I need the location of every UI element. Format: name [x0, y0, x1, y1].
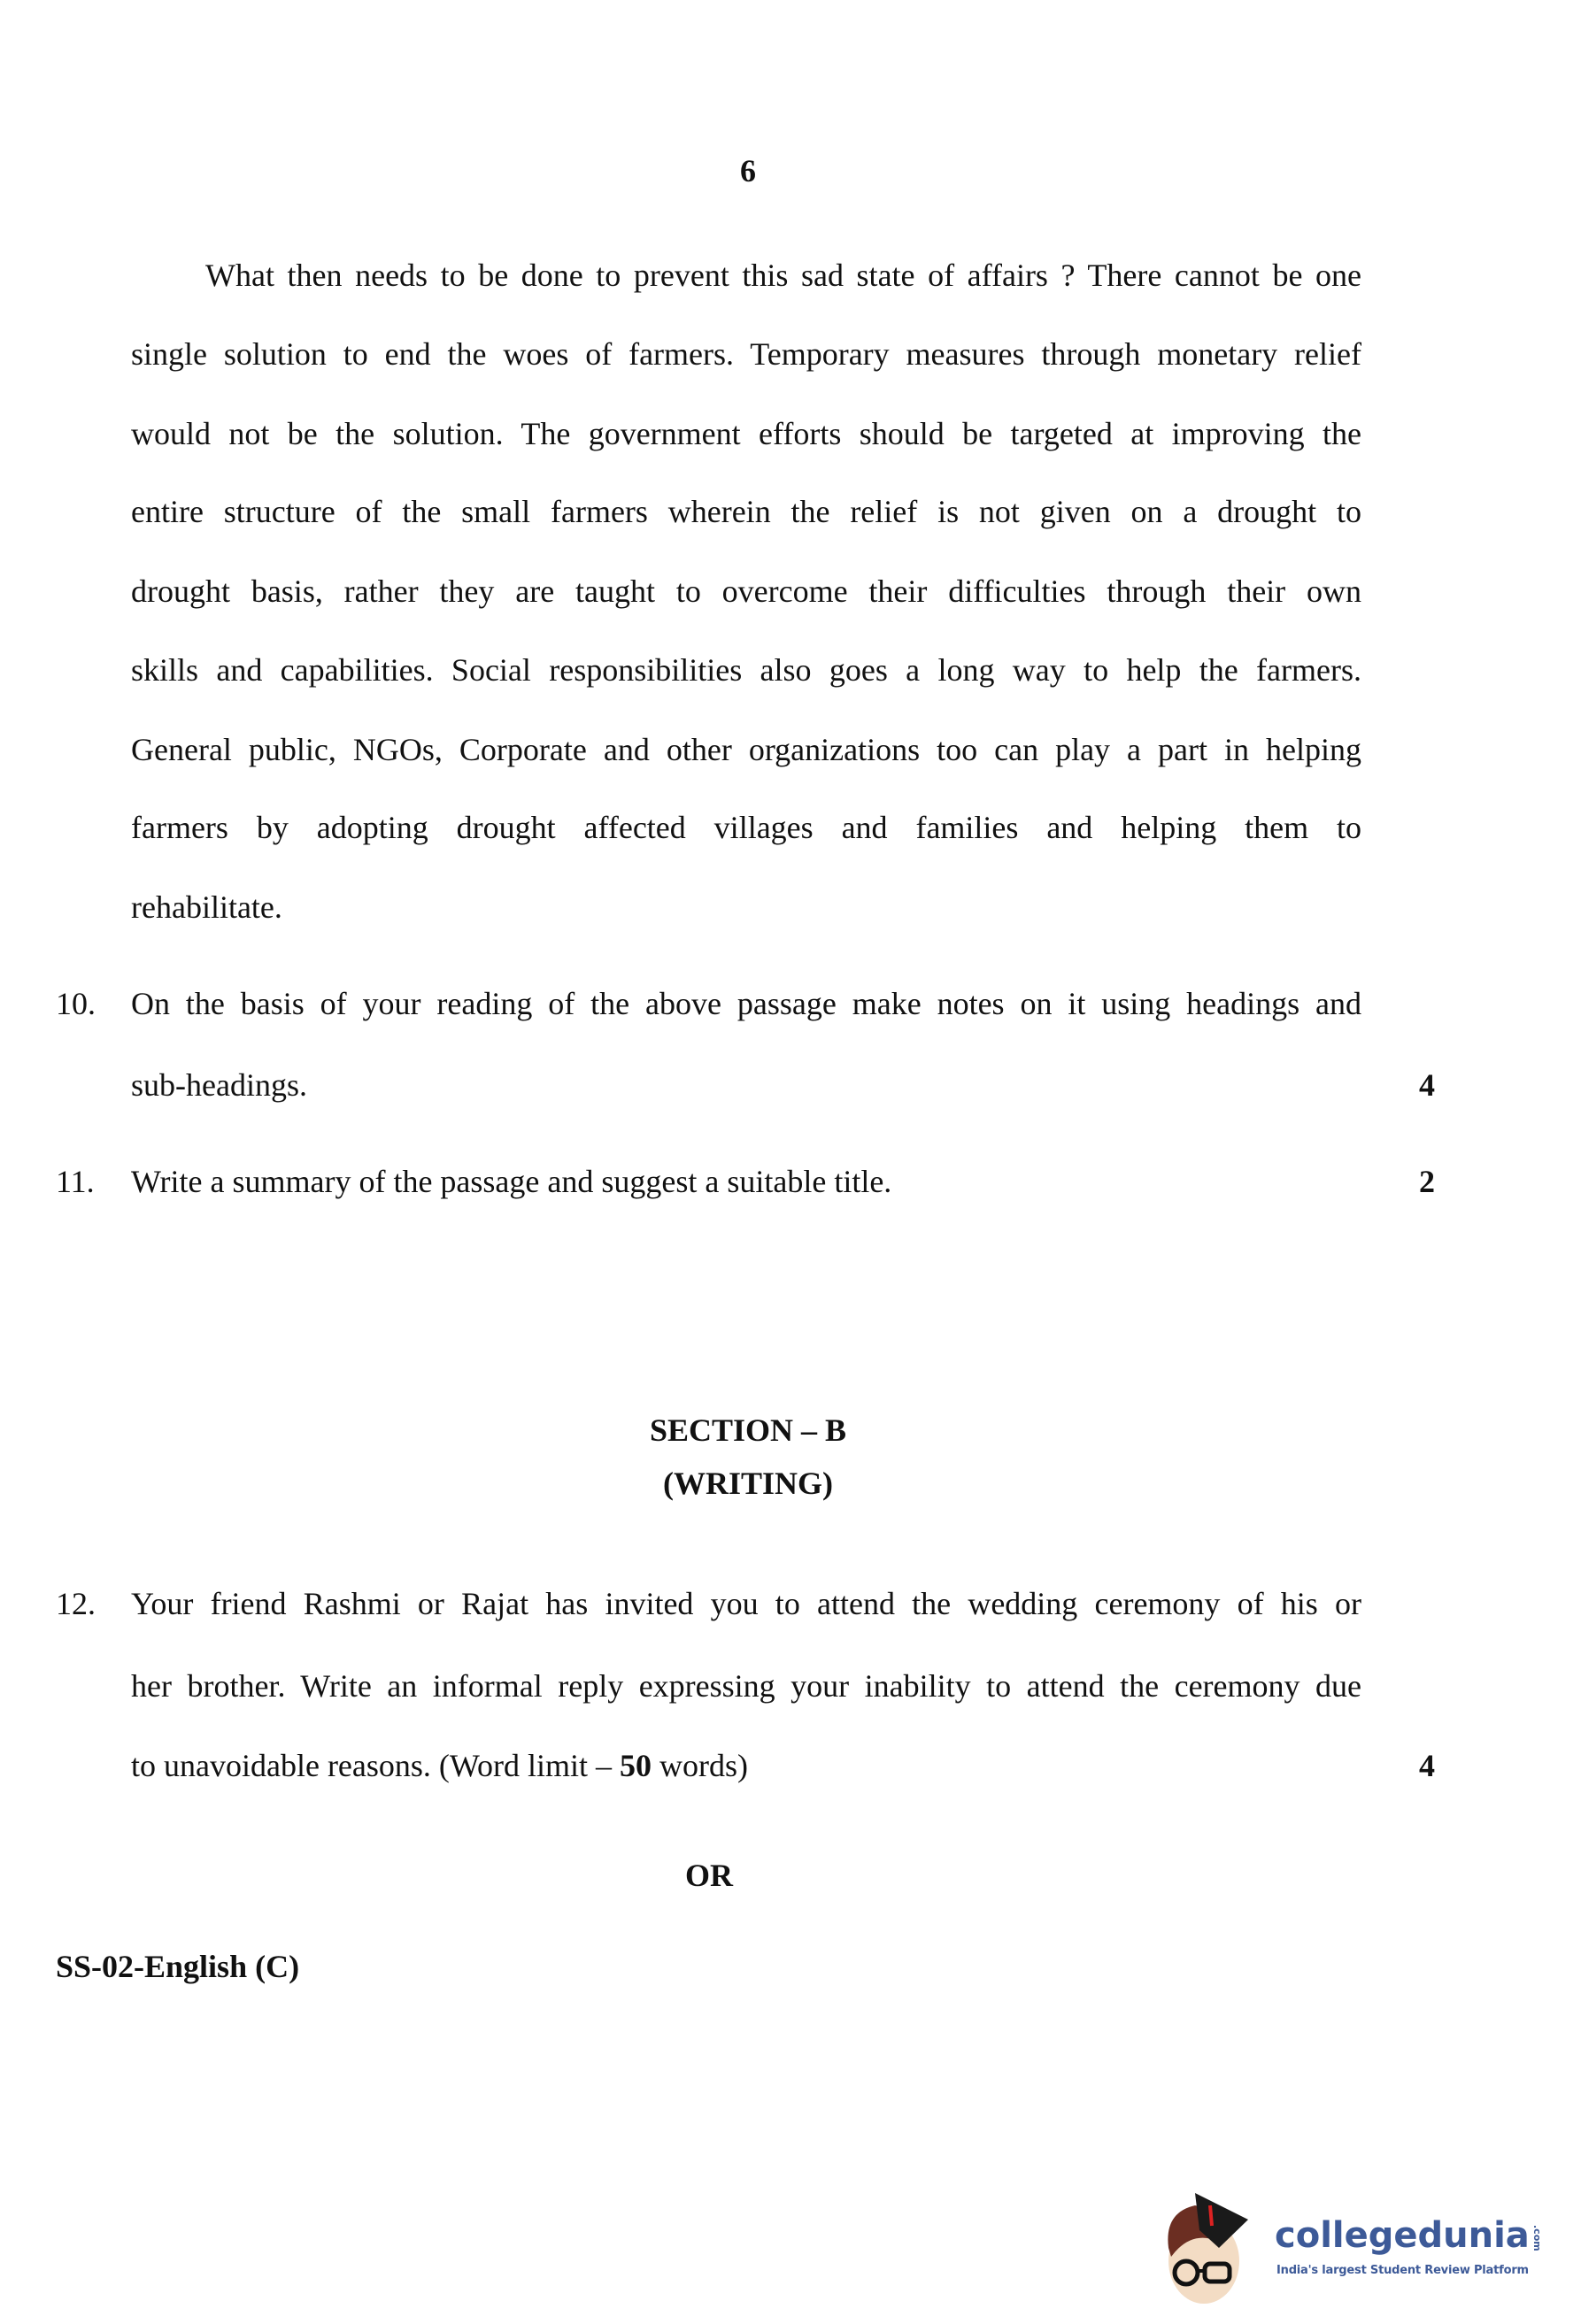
question-text: sub-headings.	[131, 1067, 307, 1103]
passage-line: single solution to end the woes of farmers. Temporary measures through monetary relief	[131, 336, 1361, 372]
passage-line: What then needs to be done to prevent this sad state of affairs ? There cannot be one	[205, 258, 1361, 293]
passage-line: skills and capabilities. Social responsibilities also goes a long way to help the farmers.	[131, 652, 1361, 688]
passage-line: entire structure of the small farmers wherein the relief is not given on a drought to	[131, 494, 1361, 529]
question-text: Your friend Rashmi or Rajat has invited you to attend the wedding ceremony of his or	[131, 1586, 1361, 1621]
mascot-icon	[1151, 2186, 1266, 2310]
question-marks: 2	[1419, 1164, 1435, 1199]
logo-tagline: India's largest Student Review Platform	[1276, 2264, 1529, 2277]
passage-line: would not be the solution. The government efforts should be targeted at improving the	[131, 416, 1361, 451]
question-text: On the basis of your reading of the above passage make notes on it using headings and	[131, 986, 1361, 1021]
question-number: 11.	[56, 1164, 95, 1199]
question-marks: 4	[1419, 1748, 1435, 1783]
passage-line: farmers by adopting drought affected villages and families and helping them to	[131, 810, 1361, 845]
question-text: Write a summary of the passage and suggest a suitable title.	[131, 1164, 892, 1199]
page-number: 6	[740, 153, 756, 189]
footer-code: SS-02-English (C)	[56, 1949, 300, 1984]
text: to unavoidable reasons. (Word limit –	[131, 1748, 620, 1783]
logo-name: collegedunia	[1275, 2215, 1530, 2256]
passage-line: General public, NGOs, Corporate and other organizations too can play a part in helping	[131, 732, 1361, 767]
question-text: her brother. Write an informal reply expressing your inability to attend the ceremony due	[131, 1668, 1361, 1704]
question-text	[131, 1746, 748, 1785]
question-marks: 4	[1419, 1067, 1435, 1103]
word-limit: 50	[620, 1748, 652, 1783]
question-number: 10.	[56, 986, 96, 1021]
passage-line: rehabilitate.	[131, 889, 282, 925]
section-title: SECTION – B	[649, 1412, 847, 1448]
text: words)	[652, 1748, 748, 1783]
section-subtitle: (WRITING)	[662, 1466, 833, 1501]
logo-suffix: .com	[1531, 2225, 1543, 2251]
question-number: 12.	[56, 1586, 96, 1621]
passage-line: drought basis, rather they are taught to overcome their difficulties through their own	[131, 573, 1361, 609]
or-label: OR	[685, 1858, 733, 1893]
collegedunia-logo	[1151, 2186, 1567, 2310]
logo-wordmark	[1275, 2214, 1542, 2257]
